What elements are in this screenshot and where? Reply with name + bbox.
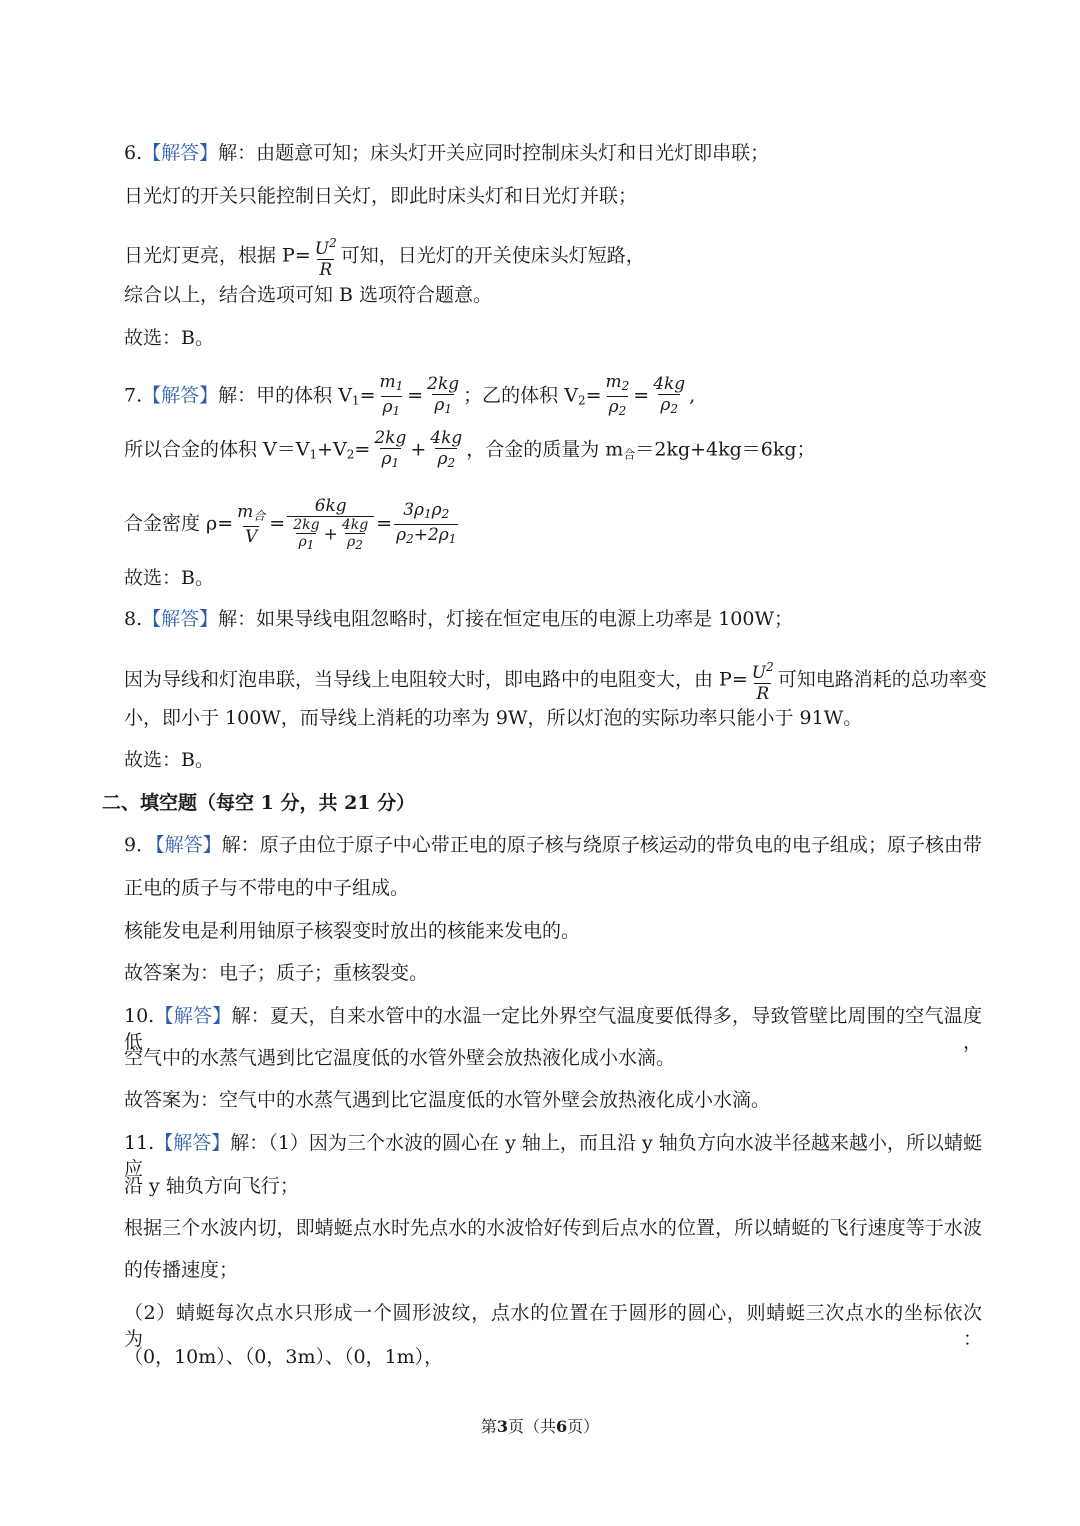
q7-line-1: 7.【解答】解：甲的体积 $V_1=$ $\frac{m_1}{\rho_1}$ = $\frac{2kg}{\rho_1}$ ；乙的体积 $V_2=$ $\frac{m_2}{\rho_2}$ = $\frac{4kg}{\rho_2}$ , <box>124 372 695 421</box>
q6-line-4: 综合以上，结合选项可知 B 选项符合题意。 <box>124 284 493 306</box>
q11-line-4: 的传播速度； <box>124 1259 239 1281</box>
answer-tag: 【解答】 <box>154 1005 232 1027</box>
q11-line-1: 11.【解答】解：（1）因为三个水波的圆心在 y 轴上，而且沿 y 轴负方向水波半径越来越小，所以蜻蜓应 <box>124 1132 982 1180</box>
q8-line-4: 故选：B。 <box>124 749 214 771</box>
formula-u2-over-r: $\frac{U^2}{R}$ <box>751 660 774 704</box>
q9-line-3: 核能发电是利用铀原子核裂变时放出的核能来发电的。 <box>124 920 581 942</box>
answer-tag: 【解答】 <box>154 1132 231 1154</box>
q10-line-2: 空气中的水蒸气遇到比它温度低的水管外壁会放热液化成小水滴。 <box>124 1047 676 1069</box>
formula-u2-over-r: $\frac{U^2}{R}$ <box>314 236 337 280</box>
answer-tag: 【解答】 <box>142 142 219 164</box>
page-footer: 第3页（共6页） <box>480 1417 600 1436</box>
q9-line-4: 故答案为：电子；质子；重核裂变。 <box>124 962 429 984</box>
total-pages: 6 <box>556 1417 568 1436</box>
q6-line-3: 日光灯更亮，根据 P= $\frac{U^2}{R}$ 可知，日光灯的开关使床头灯短路， <box>124 233 645 280</box>
answer-tag: 【解答】 <box>142 384 219 407</box>
q6-line-5: 故选：B。 <box>124 327 214 349</box>
q7-line-4: 故选：B。 <box>124 567 214 589</box>
q8-line-3: 小，即小于 100W，而导线上消耗的功率为 9W，所以灯泡的实际功率只能小于 91W。 <box>124 707 863 729</box>
page-number: 3 <box>496 1417 508 1436</box>
q9-line-1: 9．【解答】解：原子由位于原子中心带正电的原子核与绕原子核运动的带负电的电子组成；原子核由带 <box>124 834 982 856</box>
q11-line-6: （0，10m）、（0，3m）、（0，1m）， <box>124 1346 444 1368</box>
q11-line-3: 根据三个水波内切，即蜻蜓点水时先点水的水波恰好传到后点水的位置，所以蜻蜓的飞行速度等于水波 <box>124 1217 982 1239</box>
q7-line-3: 合金密度 ρ= $\frac{m_合}{V}$ = 6kg $\frac{2kg}{\rho_1}$ + $\frac{4kg}{\rho_2}$ = $\frac{3\rho_1\rho_2}{\rho_2+2\rho_1}$ <box>124 496 457 552</box>
q9-line-2: 正电的质子与不带电的中子组成。 <box>124 877 410 899</box>
q11-line-5: （2）蜻蜓每次点水只形成一个圆形波纹，点水的位置在于圆形的圆心，则蜻蜓三次点水的坐标依次为： <box>124 1302 982 1350</box>
answer-tag: 【解答】 <box>142 608 219 630</box>
q8-line-2: 因为导线和灯泡串联，当导线上电阻较大时，即电路中的电阻变大，由 P= $\frac{U^2}{R}$ 可知电路消耗的总功率变 <box>124 657 987 704</box>
q6-line-1: 6.【解答】解：由题意可知；床头灯开关应同时控制床头灯和日光灯即串联； <box>124 142 770 164</box>
q6-line-2: 日光灯的开关只能控制日关灯，即此时床头灯和日光灯并联； <box>124 185 638 207</box>
q8-line-1: 8.【解答】解：如果导线电阻忽略时，灯接在恒定电压的电源上功率是 100W； <box>124 608 793 630</box>
q11-line-2: 沿 y 轴负方向飞行； <box>124 1175 299 1197</box>
q10-line-1: 10.【解答】解：夏天，自来水管中的水温一定比外界空气温度要低得多，导致管壁比周围的空气温度低， <box>124 1005 982 1053</box>
section-heading: 二、填空题（每空 1 分，共 21 分） <box>102 792 416 814</box>
answer-tag: 【解答】 <box>155 834 222 856</box>
q7-line-2: 所以合金的体积 $V=V_1+V_2=$ $\frac{2kg}{\rho_1}$ + $\frac{4kg}{\rho_2}$ ，合金的质量为 $m_合=2kg+4kg=6kg$； <box>124 428 816 473</box>
q10-line-3: 故答案为：空气中的水蒸气遇到比它温度低的水管外壁会放热液化成小水滴。 <box>124 1089 771 1111</box>
